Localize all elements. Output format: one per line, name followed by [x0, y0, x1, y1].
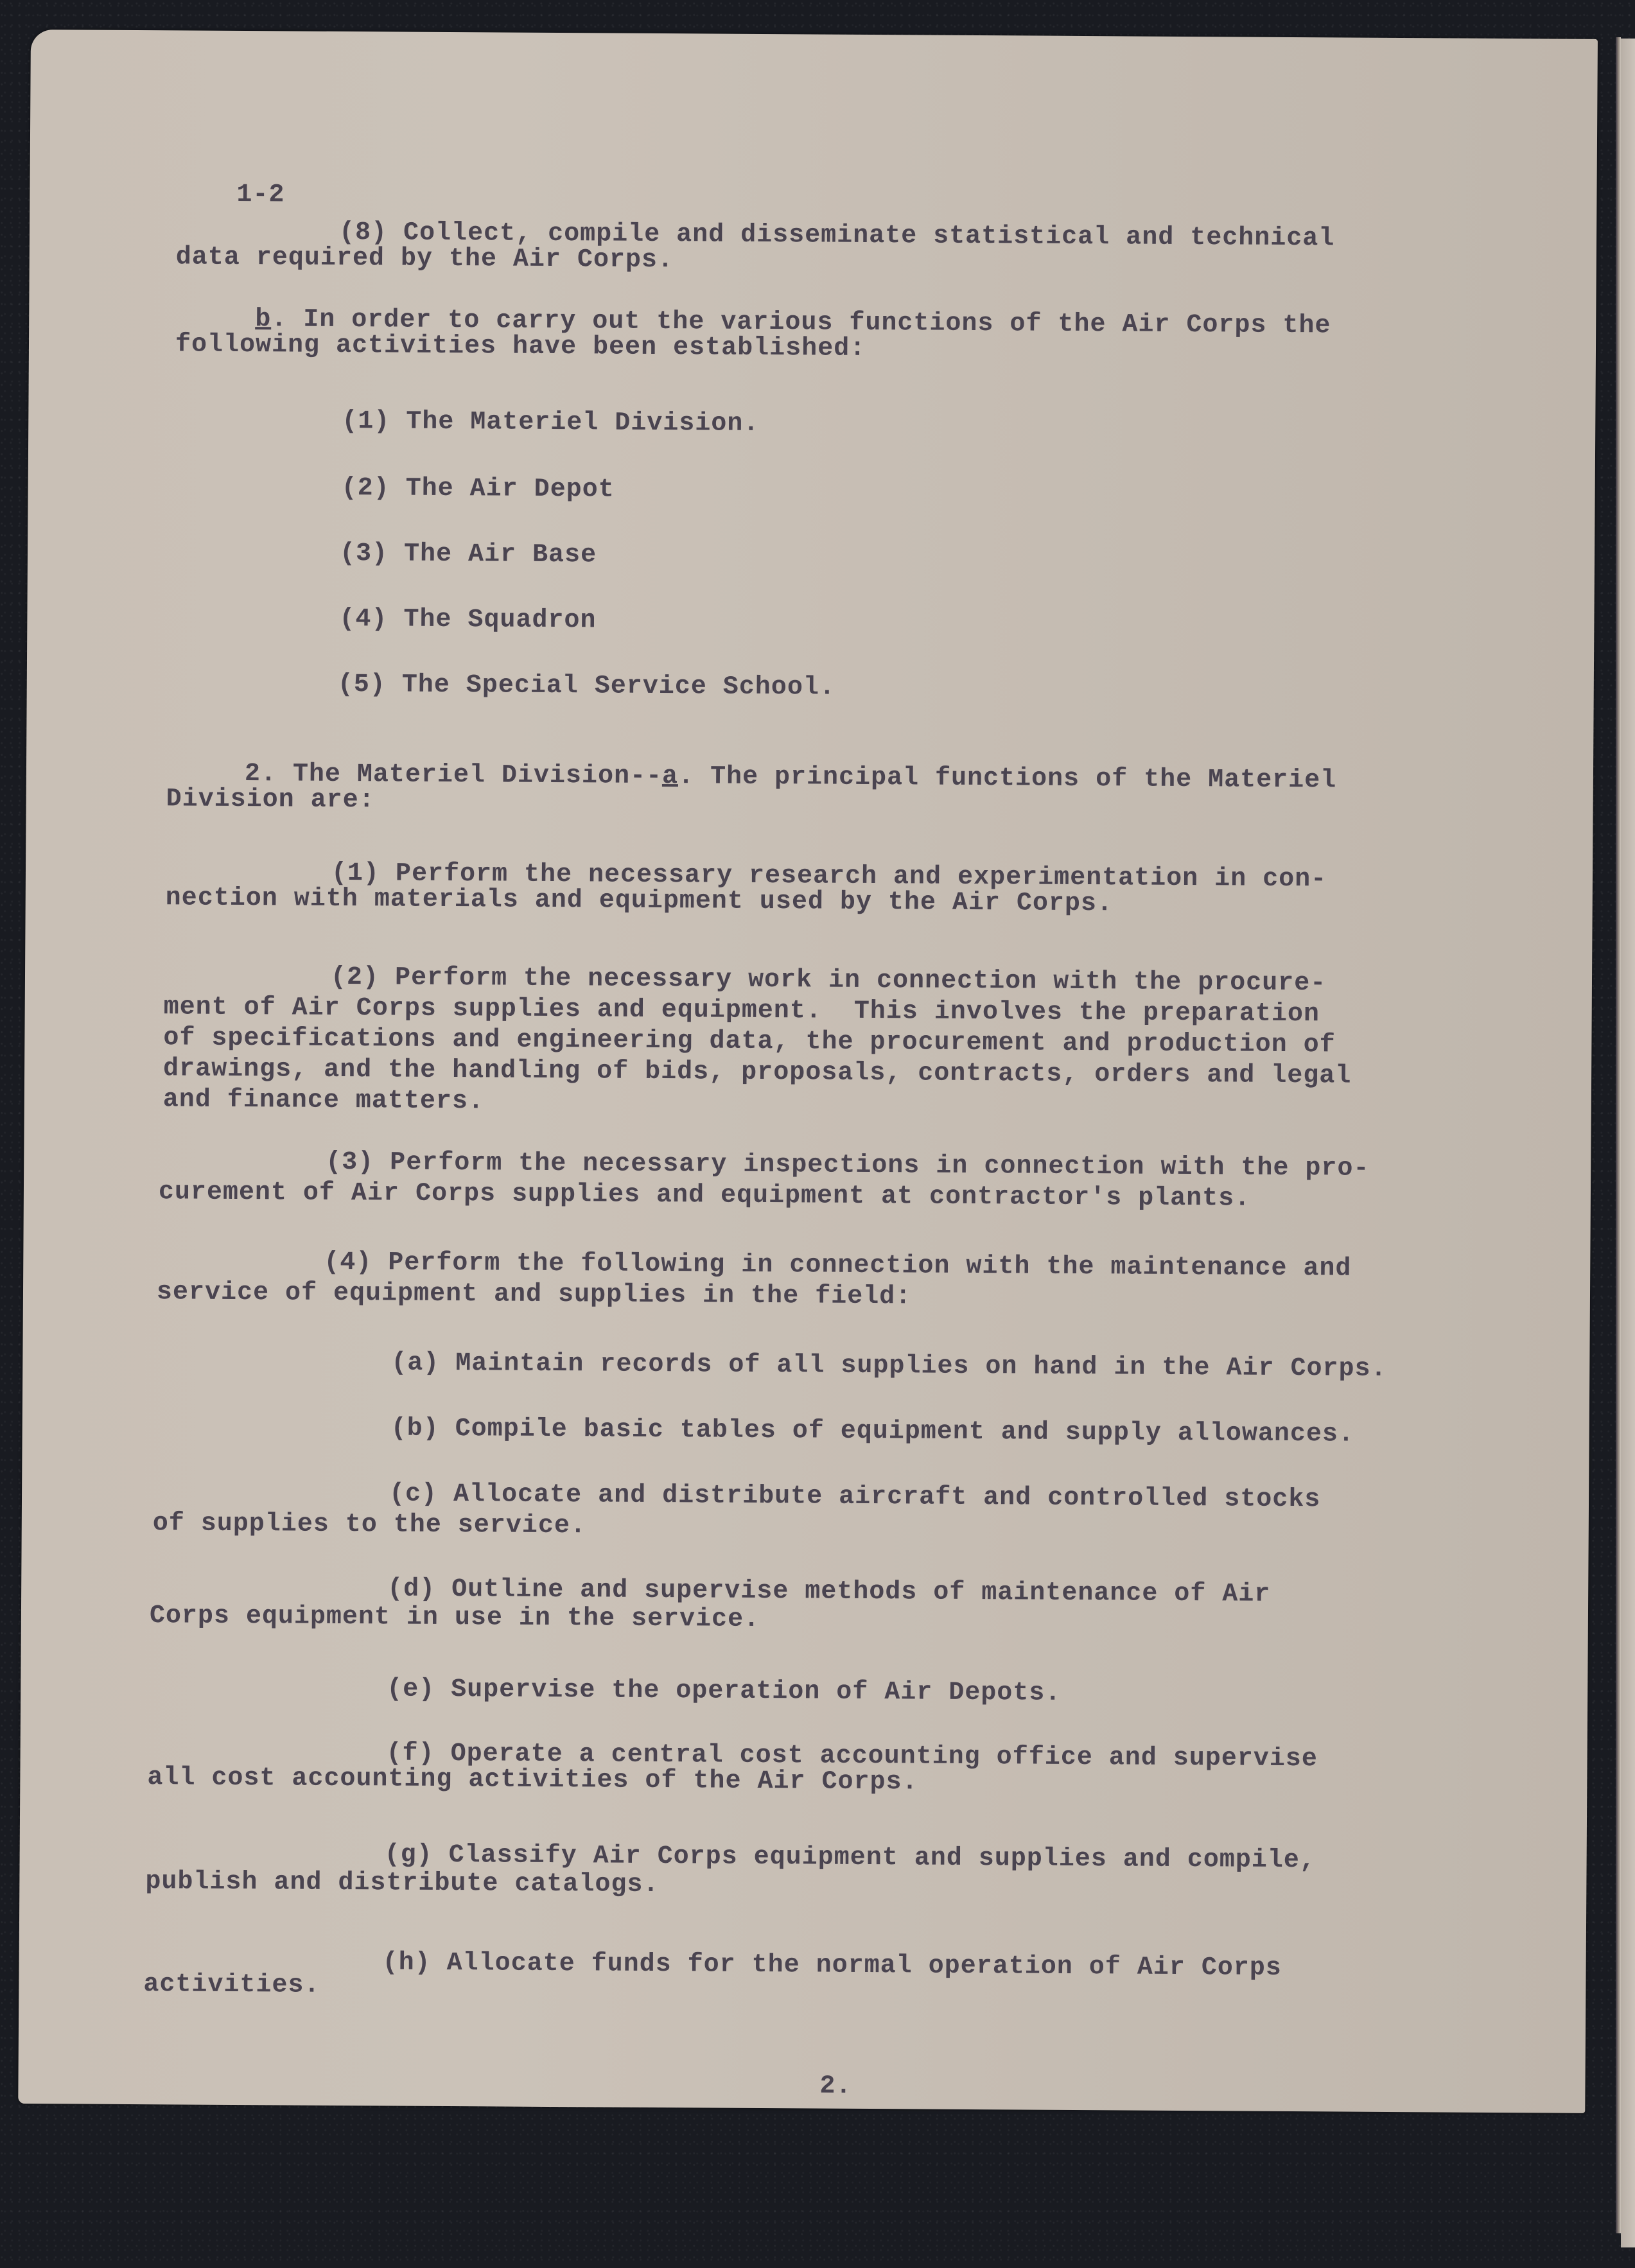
page-number [755, 2044, 852, 2129]
text-line: service of equipment and supplies in the field: [156, 1278, 912, 1312]
list-item: (1) The Materiel Division. [342, 406, 760, 439]
text-line: (e) Supervise the operation of Air Depots. [387, 1675, 1062, 1708]
list-item: (4) The Squadron [339, 604, 597, 636]
page-header [172, 152, 285, 238]
text-line: activities. [143, 1970, 320, 2000]
list-item: (5) The Special Service School. [337, 670, 836, 702]
text-line: (f) Operate a central cost accounting office and supervise [386, 1739, 1318, 1774]
text-line: all cost accounting activities of the Air Corps. [147, 1763, 918, 1797]
paragraph-marker: a [661, 762, 679, 792]
text-line: (h) Allocate funds for the normal operation of Air Corps [382, 1948, 1282, 1983]
page-number-text: 2. [819, 2072, 852, 2101]
text-line: data required by the Air Corps. [175, 243, 674, 275]
text-line: (1) Perform the necessary research and experimentation in con- [331, 859, 1327, 894]
text-line: drawings, and the handling of bids, proposals, contracts, orders and legal [162, 1054, 1352, 1091]
text-line: and finance matters. [162, 1085, 485, 1117]
text-line: (4) Perform the following in connection with the maintenance and [324, 1248, 1352, 1284]
text-line: Division are: [166, 785, 375, 816]
text-line: curement of Air Corps supplies and equipment at contractor's plants. [158, 1178, 1251, 1214]
paragraph-marker: b [255, 305, 272, 335]
text-line: (b) Compile basic tables of equipment and supply allowances. [390, 1414, 1355, 1449]
text-line: (c) Allocate and distribute aircraft and controlled stocks [389, 1479, 1321, 1515]
document-page [18, 30, 1598, 2113]
text-line: (3) Perform the necessary inspections in connection with the pro- [326, 1147, 1370, 1183]
text-line [245, 760, 1337, 795]
page-edge-shadow [1616, 37, 1621, 2233]
text-line: publish and distribute catalogs. [145, 1867, 660, 1900]
text-line: (a) Maintain records of all supplies on hand in the Air Corps. [391, 1348, 1387, 1384]
text-line: (g) Classify Air Corps equipment and supplies and compile, [384, 1840, 1316, 1876]
text-line: (8) Collect, compile and disseminate statistical and technical [338, 218, 1335, 254]
text-line: (d) Outline and supervise methods of maintenance of Air [387, 1575, 1271, 1609]
text-line: following activities have been established: [175, 330, 866, 363]
text-line: Corps equipment in use in the service. [149, 1601, 760, 1634]
section-heading: 2. The Materiel Division-- [244, 760, 663, 792]
text-span: . In order to carry out the various functions of the Air Corps the [271, 305, 1331, 341]
page-header-text: 1-2 [236, 180, 285, 210]
text-line: of specifications and engineering data, the procurement and production of [163, 1024, 1336, 1060]
text-line: (2) Perform the necessary work in connection with the procure- [330, 963, 1327, 999]
text-line: nection with materials and equipment used by the Air Corps. [165, 884, 1114, 919]
text-line: ment of Air Corps supplies and equipment. This involves the preparation [163, 993, 1320, 1029]
text-span: . The principal functions of the Materiel [678, 762, 1337, 796]
list-item: (2) The Air Depot [341, 473, 615, 505]
next-page-edge [1621, 39, 1635, 2247]
list-item: (3) The Air Base [339, 539, 597, 570]
text-line: of supplies to the service. [152, 1509, 587, 1541]
